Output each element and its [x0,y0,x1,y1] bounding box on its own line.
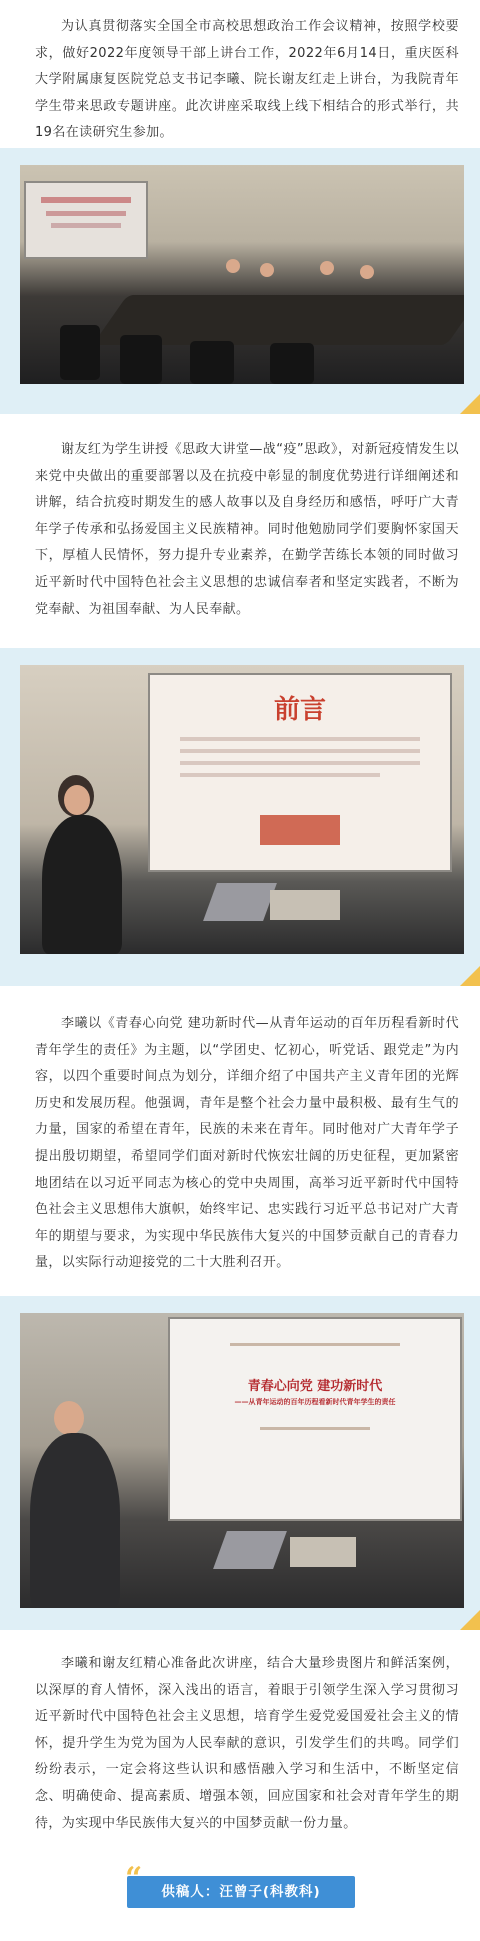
lecturer [30,1433,120,1608]
attendee [260,263,274,277]
closing-paragraph: 李曦和谢友红精心准备此次讲座，结合大量珍贵图片和鲜活案例，以深厚的育人情怀，深入浅出的语言，着眼于引领学生深入学习贯彻习近平新时代中国特色社会主义思想，培育学生爱党爱国爱社会主义的情怀，提升学生为党为国为人民奉献的意识，引发学生们的共鸣。同学们纷纷表示，一定会将这些认识和感悟融入学习和生活中，不断坚定信念、明确使命、提高素质、增强本领，回应国家和社会对青年学生的期待，为实现中华民族伟大复兴的中国梦贡献一份力量。 [35,1656,459,1831]
seminar-room-photo [20,165,464,384]
xie-lecture-paragraph: 谢友红为学生讲授《思政大讲堂—战“疫”思政》，对新冠疫情发生以来党中央做出的重要部署以及在抗疫中彰显的制度优势进行详细阐述和讲解，结合抗疫时期发生的感人故事以及自身经历和感悟，呼吁广大青年学子传承和弘扬爱国主义民族精神。同时他勉励同学们要胸怀家国天下，厚植人民情怀，努力提升专业素养，在勤学苦练长本领的同时做习近平新时代中国特色社会主义思想的忠诚信奉者和坚定实践者，不断为党奉献、为祖国奉献、为人民奉献。 [35,442,459,617]
chair [120,335,162,384]
slide-title: 前言 [273,695,326,725]
photo-frame-3 [0,1296,480,1630]
chair [270,343,314,384]
photo-frame-2 [0,648,480,986]
slide-title: 青春心向党 建功新时代 [247,1379,383,1394]
name-plate [270,890,340,920]
chair [190,341,234,384]
projection-screen [26,183,146,257]
lecturer-face [54,1401,84,1435]
slide-subtitle: ——从青年运动的百年历程看新时代青年学生的责任 [234,1398,396,1406]
li-lecture-photo [20,1313,464,1608]
lecturer [42,815,122,954]
photo-frame-1 [0,148,480,414]
contributor-label: 供稿人：汪曾子(科教科) [161,1884,321,1900]
contributor-badge [125,1861,355,1908]
corner-accent [460,966,480,986]
chair [60,325,100,380]
corner-accent [460,1610,480,1630]
name-plate [290,1537,356,1567]
intro-paragraph: 为认真贯彻落实全国全市高校思想政治工作会议精神，按照学校要求，做好2022年度领导干部上讲台工作，2022年6月14日，重庆医科大学附属康复医院党总支书记李曦、院长谢友红走上讲台，为我院青年学生带来思政专题讲座。此次讲座采取线上线下相结合的形式举行，共19名在读研究生参加。 [35,19,459,141]
projection-screen [150,675,450,870]
laptop [213,1531,287,1569]
attendee [360,265,374,279]
corner-accent [460,394,480,414]
xie-lecture-photo [20,665,464,954]
lecturer-face [64,785,90,815]
laptop [203,883,277,921]
attendee [320,261,334,275]
li-lecture-paragraph: 李曦以《青春心向党 建功新时代—从青年运动的百年历程看新时代青年学生的责任》为主题，以“学团史、忆初心，听党话、跟党走”为内容，以四个重要时间点为划分，详细介绍了中国共产主义青年团的光辉历史和发展历程。他强调，青年是整个社会力量中最积极、最有生气的力量，国家的希望在青年，民族的未来在青年。同时他对广大青年学子提出殷切期望，希望同学们面对新时代恢宏壮阔的历史征程，更加紧密地团结在以习近平同志为核心的党中央周围，高举习近平新时代中国特色社会主义思想伟大旗帜，始终牢记、忠实践行习近平总书记对广大青年的期望与要求，为实现中华民族伟大复兴的中国梦贡献自己的青春力量，以实际行动迎接党的二十大胜利召开。 [35,1016,459,1271]
projection-screen [170,1319,460,1519]
attendee [226,259,240,273]
quote-mark-icon: “ [125,1861,143,1896]
